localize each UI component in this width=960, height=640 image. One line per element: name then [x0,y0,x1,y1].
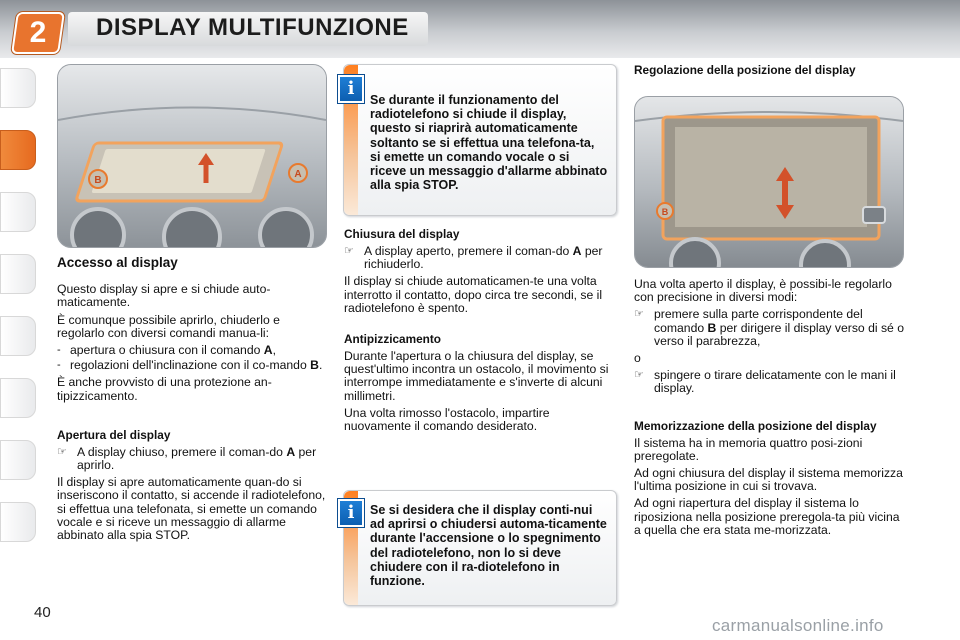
info-icon: i [338,75,364,103]
command-label: A [263,343,273,358]
command-label: B [310,358,319,373]
chapter-number: 2 [29,16,47,49]
side-tab-5[interactable] [0,316,36,356]
left-column [57,256,327,546]
air-vent-left [72,209,124,247]
side-tab-2-active[interactable] [0,130,36,170]
page-number: 40 [34,604,51,621]
bullet-item [634,308,904,348]
paragraph: Il display si apre automaticamente quan-do si inseriscono il contatto, si accende il radiotelefono, si effettua una telefonata, si emette un comando vocale e si riceve un messaggio di allarme abbinato alla spia STOP. [57,475,326,543]
info-icon: i [338,499,364,527]
air-vent-center [164,209,220,247]
figure-display-closed [57,64,327,248]
hand-pointer-icon: ☞ [634,308,644,321]
side-tab-3[interactable] [0,192,36,232]
paragraph: Una volta aperto il display, è possibi-le regolarlo con precisione in diversi modi: [634,277,892,305]
info-box-top [343,64,617,216]
bullet-text-end: per dirigere il display verso di sé o verso il parabrezza, [654,320,904,348]
bullet-text-end: per aprirlo. [77,444,317,473]
chapter-side-tabs [0,60,36,580]
sub-heading: Apertura del display [57,427,171,442]
paragraph: Questo display si apre e si chiude auto-maticamente. [57,282,271,310]
command-label: A [286,444,296,459]
list-punct: . [318,358,323,373]
paragraph: Ad ogni chiusura del display il sistema memorizza l'ultima posizione in cui si trovava. [634,466,903,494]
dash: - [57,344,61,357]
info-box-bottom [343,490,617,606]
command-label: A [572,244,582,258]
bullet-text: premere sulla parte corrispondente del comando [654,307,863,335]
dashboard-illustration-right [635,97,903,267]
air-vent-right [260,209,312,247]
section-heading: Accesso al display [57,255,178,270]
list-item [57,344,327,357]
info-text: Se durante il funzionamento del radiotelefono si chiude il display, questo si riaprirà automaticamente soltanto se si effettua una telefona-ta, si emette un comando vocale o si riceve un messaggio d'allarme abbinato alla spia STOP. [370,93,608,193]
hand-pointer-icon: ☞ [57,445,67,458]
sub-heading: Chiusura del display [344,227,460,241]
page-title: DISPLAY MULTIFUNZIONE [96,14,409,41]
bullet-item [57,446,327,472]
side-tab-7[interactable] [0,440,36,480]
air-vent-left [671,239,719,267]
label-a: A [294,169,302,180]
chapter-badge [11,12,65,54]
side-tab-4[interactable] [0,254,36,294]
hand-pointer-icon: ☞ [634,369,644,382]
bullet-text-end: per richiuderlo. [364,244,603,272]
side-tab-1[interactable] [0,68,36,108]
bullet-text: spingere o tirare delicatamente con le mani il display. [654,368,896,396]
watermark[interactable]: carmanualsonline.info [712,616,884,635]
hand-pointer-icon: ☞ [344,245,354,257]
dash: - [57,359,61,372]
bullet-item [634,369,904,395]
bullet-item [344,245,616,271]
bullet-text: A display chiuso, premere il coman-do [77,444,287,459]
paragraph: Il sistema ha in memoria quattro posi-zioni preregolate. [634,435,863,463]
label-b: B [94,175,102,186]
list-text: regolazioni dell'inclinazione con il co-mando [70,358,311,373]
list-text: apertura o chiusura con il comando [70,343,264,358]
paragraph: Una volta rimosso l'ostacolo, impartire nuovamente il comando desiderato. [344,405,550,434]
list-punct: , [272,343,276,358]
label-b: B [661,207,669,217]
dashboard-illustration-left [58,65,326,247]
sub-heading: Regolazione della posizione del display [634,63,856,77]
side-tab-8[interactable] [0,502,36,542]
right-column-top [634,64,904,81]
sub-heading: Memorizzazione della posizione del display [634,418,877,433]
figure-display-open [634,96,904,268]
info-text: Se si desidera che il display conti-nui ad aprirsi o chiudersi automa-ticamente durante l'accensione o lo spegnimento del radiotelefono, non lo si deve chiudere con il ra-diotelefono in funzione. [370,503,607,589]
right-column [634,278,904,541]
paragraph: È comunque possibile aprirlo, chiuderlo e regolarlo con diversi comandi manua-li: [57,312,280,340]
paragraph: Il display si chiude automaticamen-te una volta interrotto il contatto, dopo circa tre secondi, se il radiotelefono è spento. [344,274,603,315]
bullet-text: A display aperto, premere il coman-do [364,244,573,258]
sub-heading: Antipizzicamento [344,332,442,347]
side-tab-6[interactable] [0,378,36,418]
paragraph: Ad ogni riapertura del display il sistema lo riposiziona nella posizione preregola-ta più vicina a quella che era stata me-morizzata. [634,496,900,537]
command-label: B [707,320,717,335]
or-separator: o [634,351,641,366]
paragraph: È anche provvisto di una protezione an-tipizzicamento. [57,375,272,403]
paragraph: Durante l'apertura o la chiusura del display, se quest'ultimo incontra un ostacolo, il movimento si interrompe immediatamente e s'inverte di alcuni millimetri. [344,349,609,403]
middle-column [344,228,616,437]
list-item [57,359,327,372]
